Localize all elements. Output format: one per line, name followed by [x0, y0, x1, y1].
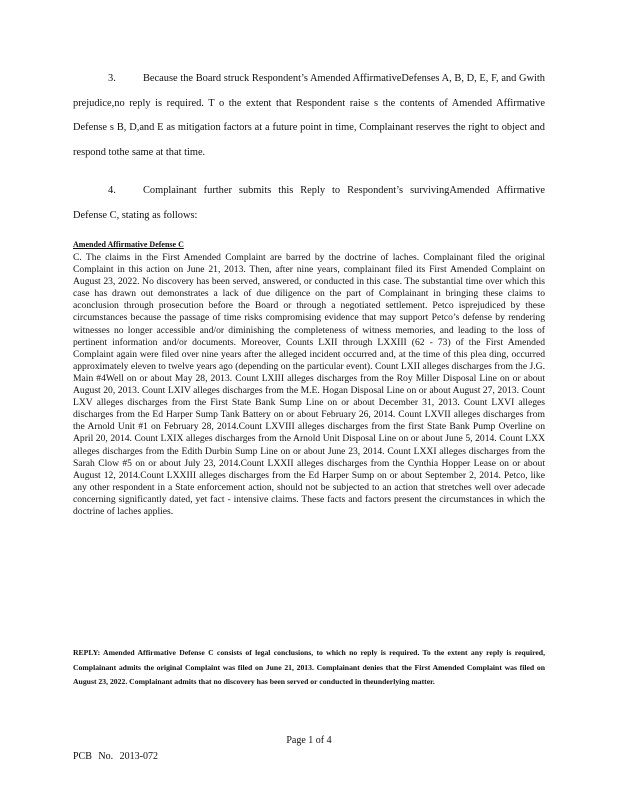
paragraph-3-number: 3.	[108, 73, 116, 84]
page-number: Page 1 of 4	[286, 735, 332, 746]
defense-quote: C. The claims in the First Amended Complaint are barred by the doctrine of laches. Complainant filed the original Complaint in this action on June 21, 2013. Then, after nine years, complainant filed its First Amended Complaint on August 23, 2022. No discovery has been served, answered, or conducted in this case. The substantial time over which this case has drawn out demonstrates a lack of due diligence on the part of Complainant in bringing these claims to aconclusion through prosecution before the Board or through a negotiated settlement. Petco isprejudiced by these circumstances because the passage of time risks compromising evidence that may support Petco’s defense by rendering witnesses no longer accessible and/or diminishing the completeness of witness memories, and leading to the loss of pertinent information and/or documents. Moreover, Counts LXII through LXXIII (62 - 73) of the First Amended Complaint again were filed over nine years after the alleged incident occurred and, at the time of this plea ding, occurred approximately eleven to twelve years ago (depending on the particular event). Count LXII alleges discharges from the J.G. Main #4Well on or about May 28, 2013. Count LXIII alleges discharges from the Roy Miller Disposal Line on or about August 20, 2013. Count LXIV alleges discharges from the M.E. Hogan Disposal Line on or about August 27, 2013. Count LXV alleges discharges from the First State Bank Sump Line on or about December 31, 2013. Count LXVI alleges discharges from the Ed Harper Sump Tank Battery on or about February 26, 2014. Count LXVII alleges discharges from the Arnold Unit #1 on February 28, 2014.Count LXVIII alleges discharges from the first State Bank Pump Overline on April 20, 2014. Count LXIX alleges discharges from the Arnold Unit Disposal Line on or about June 5, 2014. Count LXX alleges discharges from the Edith Durbin Sump Line on or about June 23, 2014. Count LXXI alleges discharges from the Sarah Clow #5 on or about July 23, 2014.Count LXXII alleges discharges from the Cynthia Hopper Lease on or about August 12, 2014.Count LXXIII alleges discharges from the Ed Harper Sump on or about September 2, 2014. Petco, like any other respondent in a State enforcement action, should not be subjected to an action that stretches well over adecade concerning significantly dated, yet fact - intensive claims. These facts and factors present the circumstances in which the doctrine of laches applies.	[73, 252, 545, 517]
paragraph-3-text: Because the Board struck Respondent’s Amended AffirmativeDefenses A, B, D, E, F, and Gwith prejudice,no reply is required. T o the extent that Respondent raise s the contents of Amended Affirmative Defense s B, D,and E as mitigation factors at a future point in time, Complainant reserves the right to object and respond tothe same at that time.	[73, 73, 545, 158]
paragraph-4	[73, 179, 545, 228]
paragraph-4-text: Complainant further submits this Reply to Respondent’s survivingAmended Affirmative Defense C, stating as follows:	[73, 185, 545, 221]
case-number: PCB No. 2013-072	[73, 751, 158, 762]
paragraph-3	[73, 67, 545, 165]
paragraph-4-number: 4.	[108, 185, 116, 196]
reply-paragraph: REPLY: Amended Affirmative Defense C consists of legal conclusions, to which no reply is required. To the extent any reply is required, Complainant admits the original Complaint was filed on June 21, 2013. Complainant denies that the First Amended Complaint was filed on August 23, 2022. Complainant admits that no discovery has been served or conducted in theunderlying matter.	[73, 648, 545, 686]
defense-heading: Amended Affirmative Defense C	[73, 240, 184, 249]
